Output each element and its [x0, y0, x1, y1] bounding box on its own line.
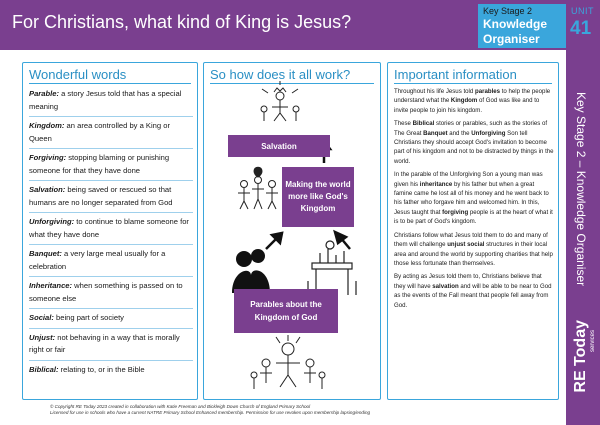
- copyright-line: © Copyright RE Today 2023 created in collaboration with Katie Freeman and Bickleigh Down Church of England Primary School: [50, 404, 311, 409]
- info-paragraph: By acting as Jesus told them to, Christians believe that they will have salvation and will be able to be near to God as the events of the Fall meant that people fell away from God.: [394, 273, 552, 309]
- word-list: [29, 87, 193, 381]
- word-term: Salvation:: [29, 185, 66, 194]
- making-world-label: Making the world more like God's Kingdom: [285, 180, 351, 213]
- word-definition: an area controlled by a King or Queen: [29, 121, 170, 143]
- info-paragraph: Throughout his life Jesus told parables to help the people understand what the Kingdom of God was like and to invite people to join his kingdom.: [394, 88, 551, 114]
- parables-box: [234, 289, 338, 333]
- info-paragraph: These Biblical stories or parables, such as the stories of The Great Banquet and the Unforgiving Son tell Christians they should accept God's invitation to become part of his kingdom and not to be distracted by things in the world.: [394, 120, 554, 165]
- arrow-banquet-to-world: [335, 232, 350, 249]
- word-term: Parable:: [29, 89, 59, 98]
- important-information-panel: [387, 62, 559, 400]
- jesus-king-illustration: [261, 81, 299, 121]
- word-term: Unforgiving:: [29, 217, 75, 226]
- panel-title-info: Important information: [394, 67, 517, 82]
- arrow-hug-to-world: [266, 233, 282, 249]
- key-stage-label: Key Stage 2: [483, 6, 533, 16]
- re-today-services: services: [590, 330, 596, 353]
- word-item: [29, 183, 193, 213]
- info-paragraph: In the parable of the Unforgiving Son a young man was given his inheritance by his father but when a great famine came he lost all of his money and he went back to his father who forgave him and welcomed him. In this, Jesus taught that forgiving people is at the heart of what it is to be part of God's kingdom.: [394, 171, 553, 226]
- crowd-illustration: [251, 335, 325, 389]
- word-definition: relating to, or in the Bible: [58, 364, 145, 374]
- page-title: For Christians, what kind of King is Jesus?: [12, 12, 352, 32]
- word-term: Forgiving:: [29, 153, 67, 162]
- word-definition: being part of society: [53, 313, 124, 322]
- word-term: Social:: [29, 313, 54, 322]
- sidebar-caption: Key Stage 2 – Knowledge Organiser: [574, 92, 588, 287]
- word-item: [29, 247, 193, 277]
- word-term: Kingdom:: [29, 121, 65, 130]
- divider: [29, 83, 191, 84]
- word-definition: a very large meal usually for a celebration: [29, 249, 166, 271]
- panel-title-words: Wonderful words: [29, 67, 127, 82]
- word-term: Banquet:: [29, 249, 62, 258]
- key-stage-badge: [478, 4, 566, 48]
- licence-line: Licensed for use in schools who have a current NATRE Primary School Enhanced membership. Permission for use revokes upon membership lapsing/ending: [50, 410, 371, 415]
- word-term: Biblical:: [29, 364, 59, 374]
- word-item: [29, 151, 193, 181]
- word-definition: when something is passed on to someone else: [29, 281, 183, 303]
- word-item: [29, 331, 193, 361]
- word-definition: a story Jesus told that has a special meaning: [29, 89, 182, 111]
- word-item: [29, 363, 193, 380]
- info-paragraph: Christians follow what Jesus told them to do and many of them will challenge unjust social structures in their local area and around the world by supporting charities that help those less fortunate than themselves.: [394, 231, 553, 267]
- salvation-label: Salvation: [261, 141, 297, 151]
- re-today-logo: RE Today: [572, 320, 589, 393]
- word-item: [29, 279, 193, 309]
- word-definition: not behaving in a way that is morally right or fair: [29, 332, 180, 354]
- divider: [394, 83, 552, 84]
- word-item: [29, 119, 193, 149]
- word-definition: being saved or rescued so that humans are no longer separated from God: [29, 185, 173, 207]
- parables-label: Parables about the Kingdom of God: [250, 300, 322, 322]
- unit-number: 41: [570, 18, 592, 39]
- salvation-box: [228, 135, 330, 157]
- word-term: Inheritance:: [29, 281, 73, 290]
- word-term: Unjust:: [29, 332, 56, 342]
- word-item: [29, 215, 193, 245]
- wonderful-words-panel: [22, 62, 198, 400]
- word-definition: to continue to blame someone for what they have done: [29, 217, 189, 239]
- organiser-label: Organiser: [483, 32, 540, 46]
- footer: [50, 404, 550, 416]
- unit-label: UNIT: [571, 6, 594, 16]
- info-text: [394, 87, 554, 314]
- panel-title-diagram: So how does it all work?: [210, 67, 351, 82]
- cycle-diagram: [204, 63, 382, 401]
- knowledge-label: Knowledge: [483, 17, 548, 31]
- word-item: [29, 311, 193, 329]
- making-world-box: [282, 167, 354, 227]
- people-group-illustration: [238, 167, 278, 209]
- word-item: [29, 87, 193, 117]
- word-definition: stopping blaming or punishing someone for that they have done: [29, 153, 170, 175]
- hug-illustration: [232, 249, 270, 293]
- how-it-works-panel: [203, 62, 381, 400]
